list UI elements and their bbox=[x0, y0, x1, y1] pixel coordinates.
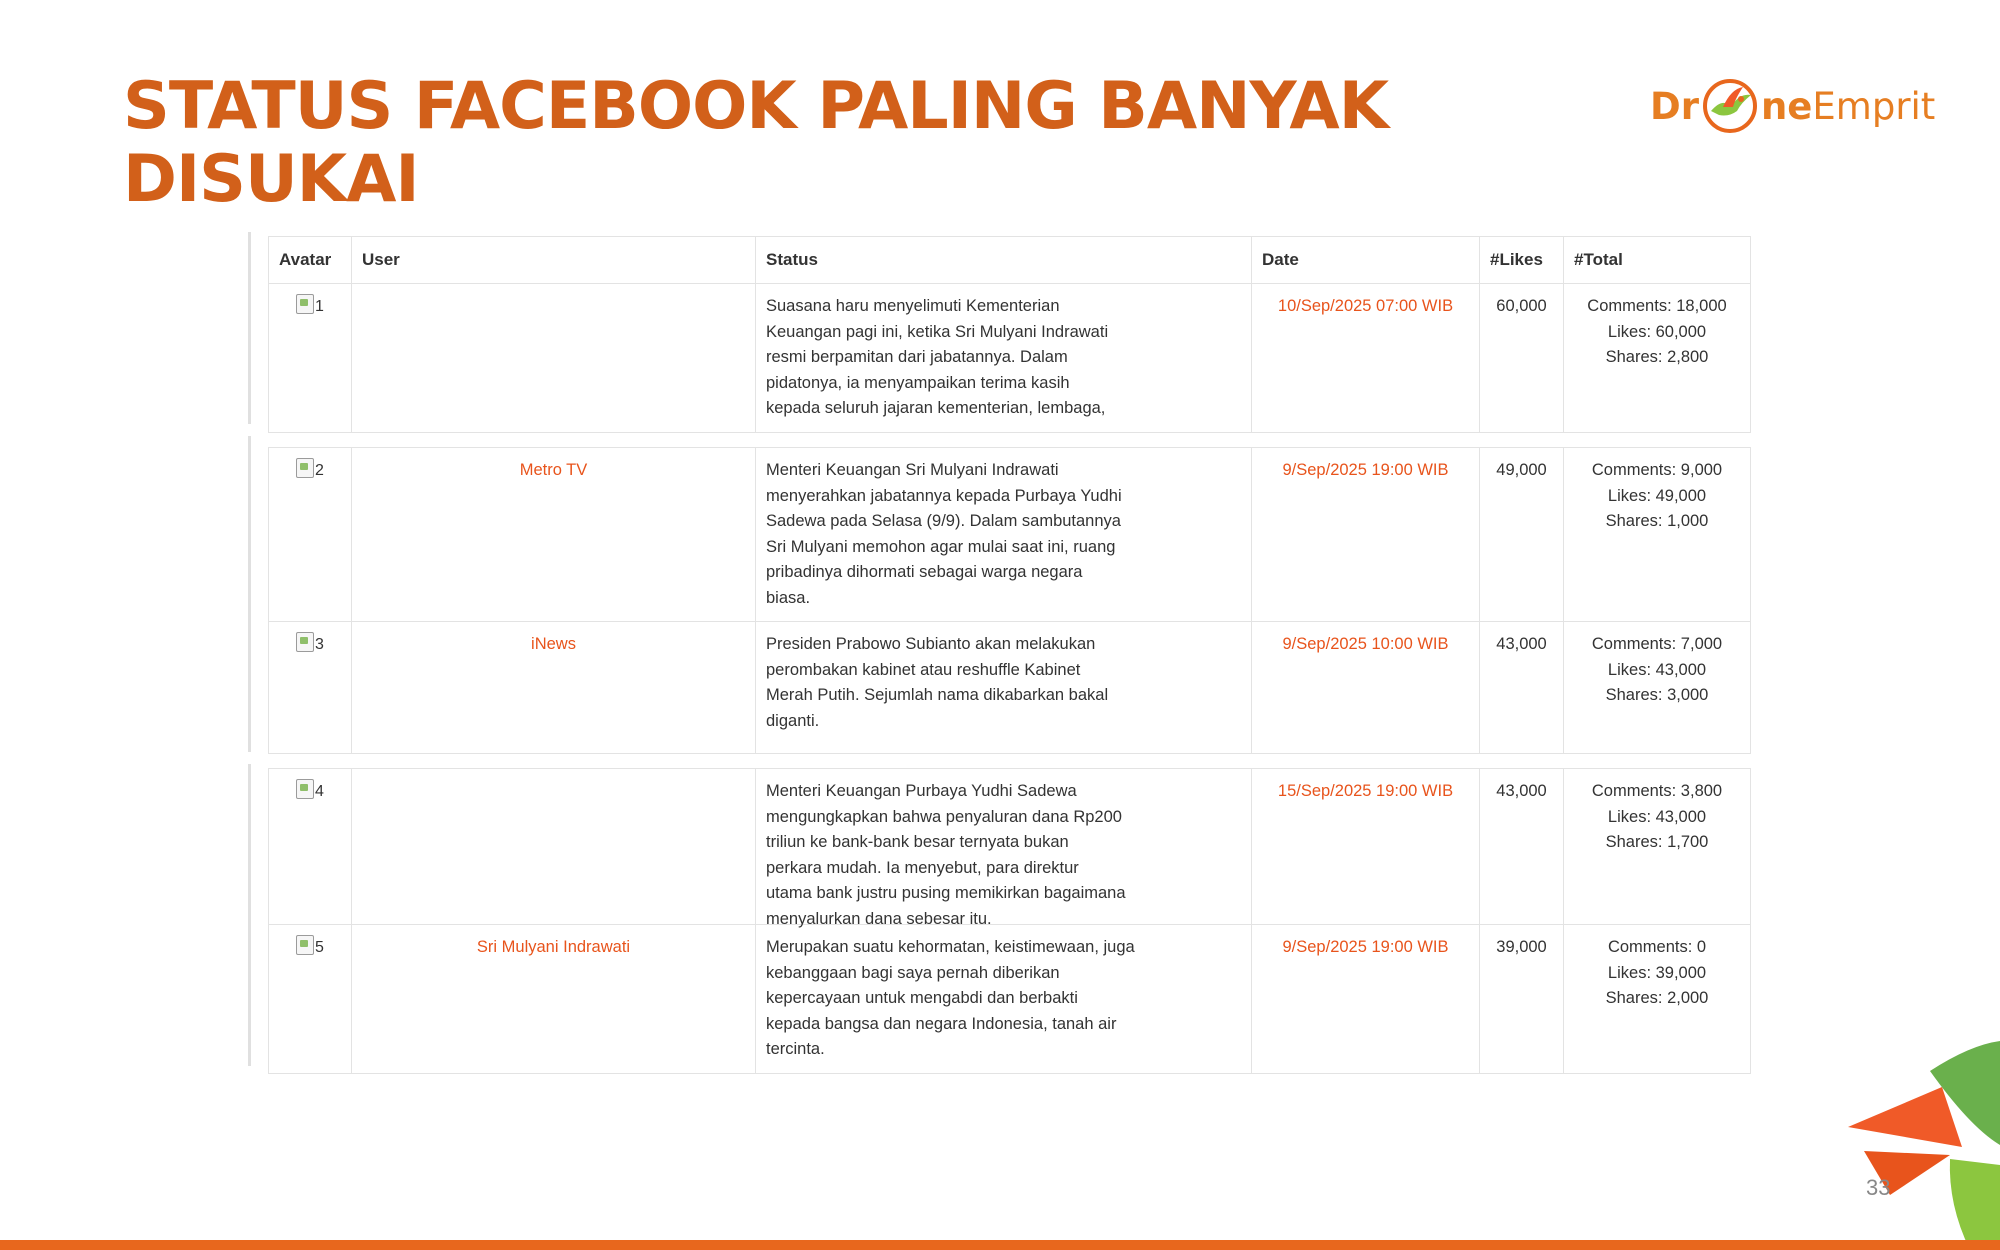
user-link[interactable] bbox=[352, 769, 756, 925]
user-link[interactable]: Metro TV bbox=[352, 448, 756, 622]
logo-text-part2: ne bbox=[1760, 84, 1813, 128]
header-total[interactable]: #Total bbox=[1564, 237, 1751, 284]
date-link[interactable]: 10/Sep/2025 07:00 WIB bbox=[1252, 284, 1480, 433]
avatar-alt-text: 3 bbox=[315, 636, 324, 653]
bottom-accent-bar bbox=[0, 1240, 2000, 1250]
total-shares: Shares: 1,000 bbox=[1605, 512, 1709, 530]
likes-count: 43,000 bbox=[1480, 769, 1564, 925]
facebook-posts-table bbox=[268, 236, 1751, 1074]
user-link[interactable]: iNews bbox=[352, 622, 756, 754]
total-comments: Comments: 0 bbox=[1607, 938, 1707, 956]
table-row bbox=[269, 448, 1751, 622]
likes-count: 39,000 bbox=[1480, 925, 1564, 1074]
avatar-alt-text: 1 bbox=[315, 298, 324, 315]
drone-bird-icon bbox=[1701, 77, 1759, 135]
status-text: Suasana haru menyelimuti Kementerian Keuangan pagi ini, ketika Sri Mulyani Indrawati resmi berpamitan dari jabatannya. Dalam pidatonya, ia menyampaikan terima kasih kepada seluruh jajaran kementerian, lembaga, bbox=[766, 297, 1109, 417]
total-likes: Likes: 43,000 bbox=[1607, 660, 1707, 679]
total-likes: Likes: 39,000 bbox=[1607, 963, 1707, 982]
date-link[interactable]: 15/Sep/2025 19:00 WIB bbox=[1252, 769, 1480, 925]
row-group-marker bbox=[248, 764, 251, 1066]
header-avatar[interactable]: Avatar bbox=[269, 237, 352, 284]
orange-leaf-shape bbox=[1848, 1087, 1962, 1147]
status-text: Presiden Prabowo Subianto akan melakukan perombakan kabinet atau reshuffle Kabinet Merah Putih. Sejumlah nama dikabarkan bakal diganti. bbox=[766, 635, 1109, 730]
status-text: Menteri Keuangan Sri Mulyani Indrawati menyerahkan jabatannya kepada Purbaya Yudhi Sadewa pada Selasa (9/9). Dalam sambutannya Sri Mulyani memohon agar mulai saat ini, ruang pribadinya dihormati sebagai warga negara biasa. bbox=[766, 461, 1122, 607]
status-text: Menteri Keuangan Purbaya Yudhi Sadewa mengungkapkan bahwa penyaluran dana Rp200 triliun ke bank-bank besar ternyata bukan perkara mudah. Ia menyebut, para direktur utama bank justru pusing memikirkan bagaimana menyalurkan dana sebesar itu. bbox=[766, 782, 1126, 928]
total-comments: Comments: 3,800 bbox=[1591, 782, 1723, 800]
status-text: Merupakan suatu kehormatan, keistimewaan, juga kebanggaan bagi saya pernah diberikan kepercayaan untuk mengabdi dan berbakti kepada bangsa dan negara Indonesia, tanah air tercinta. bbox=[766, 938, 1135, 1058]
table-row bbox=[269, 769, 1751, 925]
avatar-alt-text: 2 bbox=[315, 462, 324, 479]
total-likes: Likes: 49,000 bbox=[1607, 486, 1707, 505]
logo-text-part1: Dr bbox=[1650, 84, 1699, 128]
row-group-marker bbox=[248, 436, 251, 752]
broken-image-icon bbox=[296, 458, 314, 478]
header-date[interactable]: Date bbox=[1252, 237, 1480, 284]
likes-count: 60,000 bbox=[1480, 284, 1564, 433]
total-comments: Comments: 9,000 bbox=[1591, 461, 1723, 479]
avatar-image[interactable] bbox=[296, 294, 324, 320]
total-likes: Likes: 60,000 bbox=[1607, 322, 1707, 341]
table-header-row bbox=[269, 237, 1751, 284]
likes-count: 43,000 bbox=[1480, 622, 1564, 754]
user-link[interactable]: Sri Mulyani Indrawati bbox=[352, 925, 756, 1074]
broken-image-icon bbox=[296, 294, 314, 314]
header-user[interactable]: User bbox=[352, 237, 756, 284]
broken-image-icon bbox=[296, 779, 314, 799]
slide-title: STATUS FACEBOOK PALING BANYAK DISUKAI bbox=[123, 69, 1389, 217]
avatar-image[interactable] bbox=[296, 458, 324, 484]
total-comments: Comments: 7,000 bbox=[1591, 635, 1723, 653]
table-row bbox=[269, 622, 1751, 754]
table-row bbox=[269, 925, 1751, 1074]
total-shares: Shares: 3,000 bbox=[1605, 686, 1709, 704]
row-separator bbox=[269, 433, 1751, 448]
header-likes[interactable]: #Likes bbox=[1480, 237, 1564, 284]
broken-image-icon bbox=[296, 935, 314, 955]
total-shares: Shares: 1,700 bbox=[1605, 833, 1709, 851]
row-group-marker bbox=[248, 232, 251, 424]
total-shares: Shares: 2,000 bbox=[1605, 989, 1709, 1007]
avatar-alt-text: 4 bbox=[315, 783, 324, 800]
header-status[interactable]: Status bbox=[756, 237, 1252, 284]
avatar-alt-text: 5 bbox=[315, 939, 324, 956]
page-number: 33 bbox=[1866, 1175, 1891, 1200]
decorative-leaf-graphic bbox=[1830, 1035, 2000, 1250]
row-separator bbox=[269, 754, 1751, 769]
avatar-image[interactable] bbox=[296, 632, 324, 658]
avatar-image[interactable] bbox=[296, 935, 324, 961]
user-link[interactable] bbox=[352, 284, 756, 433]
total-shares: Shares: 2,800 bbox=[1605, 348, 1709, 366]
lime-leaf-shape bbox=[1950, 1159, 2000, 1250]
date-link[interactable]: 9/Sep/2025 19:00 WIB bbox=[1252, 925, 1480, 1074]
date-link[interactable]: 9/Sep/2025 10:00 WIB bbox=[1252, 622, 1480, 754]
total-comments: Comments: 18,000 bbox=[1587, 297, 1727, 315]
logo-text-part3: Emprit bbox=[1812, 84, 1936, 128]
likes-count: 49,000 bbox=[1480, 448, 1564, 622]
broken-image-icon bbox=[296, 632, 314, 652]
avatar-image[interactable] bbox=[296, 779, 324, 805]
table-row bbox=[269, 284, 1751, 433]
drone-emprit-logo bbox=[1650, 72, 1935, 140]
total-likes: Likes: 43,000 bbox=[1607, 807, 1707, 826]
date-link[interactable]: 9/Sep/2025 19:00 WIB bbox=[1252, 448, 1480, 622]
